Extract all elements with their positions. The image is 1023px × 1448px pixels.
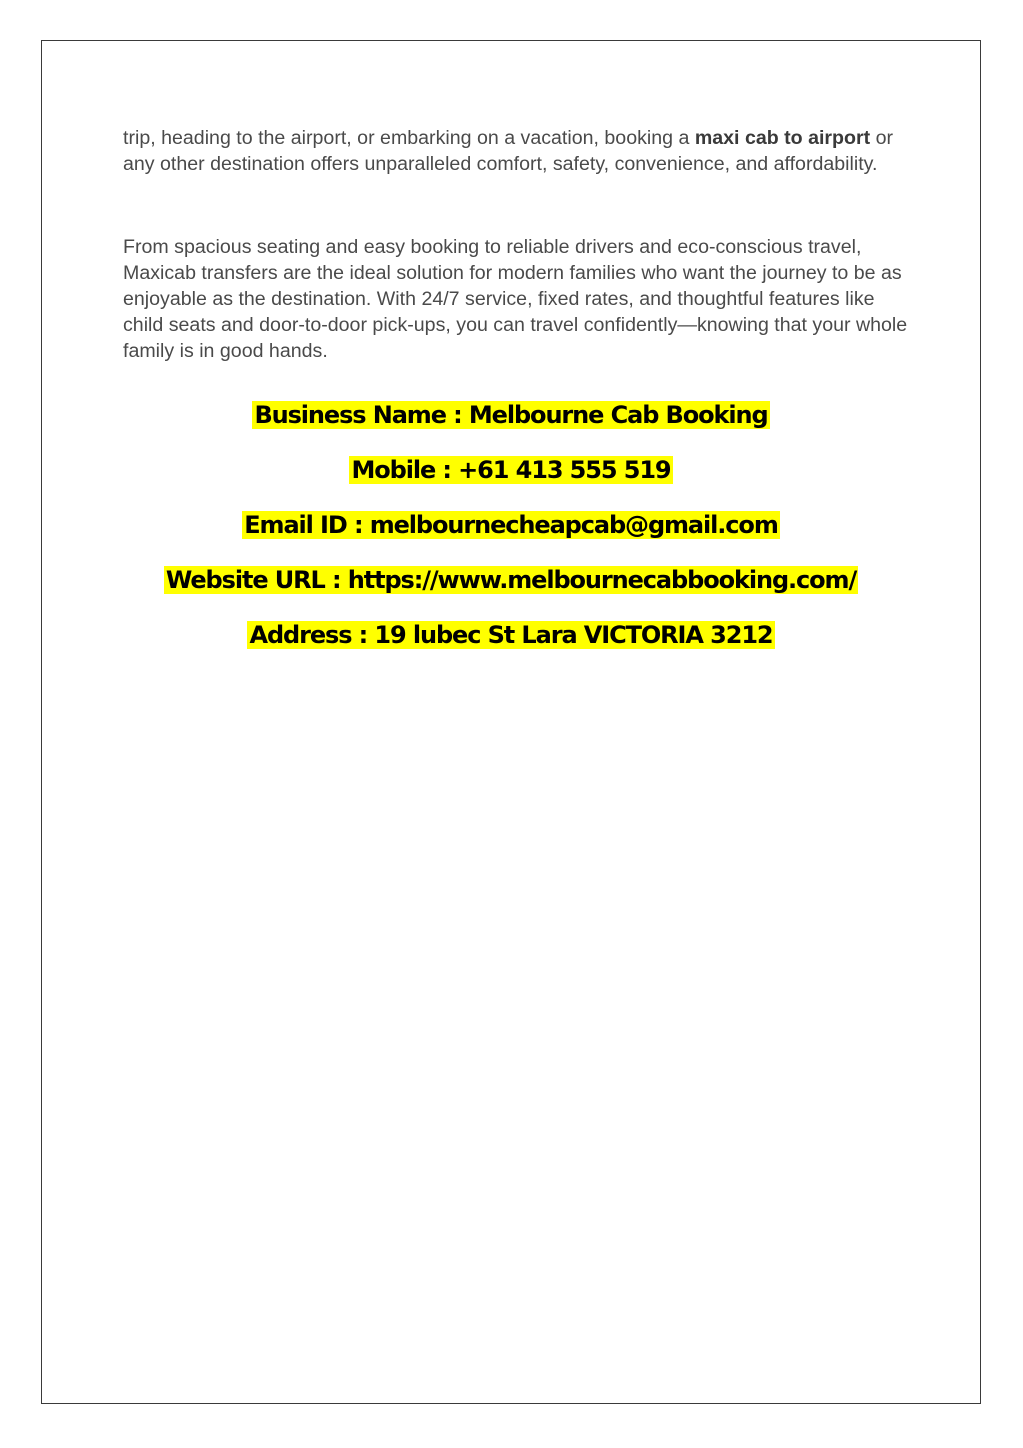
address-line [41, 613, 981, 668]
mobile-number: Mobile : +61 413 555 519 [351, 456, 671, 484]
business-name: Business Name : Melbourne Cab Booking [254, 401, 768, 429]
website-url[interactable]: Website URL : https://www.melbournecabbooking.com/ [165, 566, 857, 594]
street-address: Address : 19 lubec St Lara VICTORIA 3212 [249, 621, 773, 649]
intro-paragraph [123, 125, 913, 177]
website-line [41, 558, 981, 613]
features-paragraph: From spacious seating and easy booking to reliable drivers and eco-conscious travel, Maxicab transfers are the ideal solution for modern families who want the journey to be as enjoyable as the destination. With 24/7 service, fixed rates, and thoughtful features like child seats and door-to-door pick-ups, you can travel confidently—knowing that your whole family is in good hands. [123, 236, 908, 362]
email-address[interactable]: Email ID : melbournecheapcab@gmail.com [244, 511, 778, 539]
mobile-line [41, 448, 981, 503]
email-line [41, 503, 981, 558]
business-name-line [41, 393, 981, 448]
maxi-cab-link-text: maxi cab to airport [694, 127, 871, 149]
paragraph-text-after: or any other destination offers unparalleled comfort, safety, convenience, and affordability. [123, 127, 894, 175]
contact-details [41, 393, 981, 668]
paragraph-text-before: trip, heading to the airport, or embarking on a vacation, booking a [123, 127, 695, 149]
